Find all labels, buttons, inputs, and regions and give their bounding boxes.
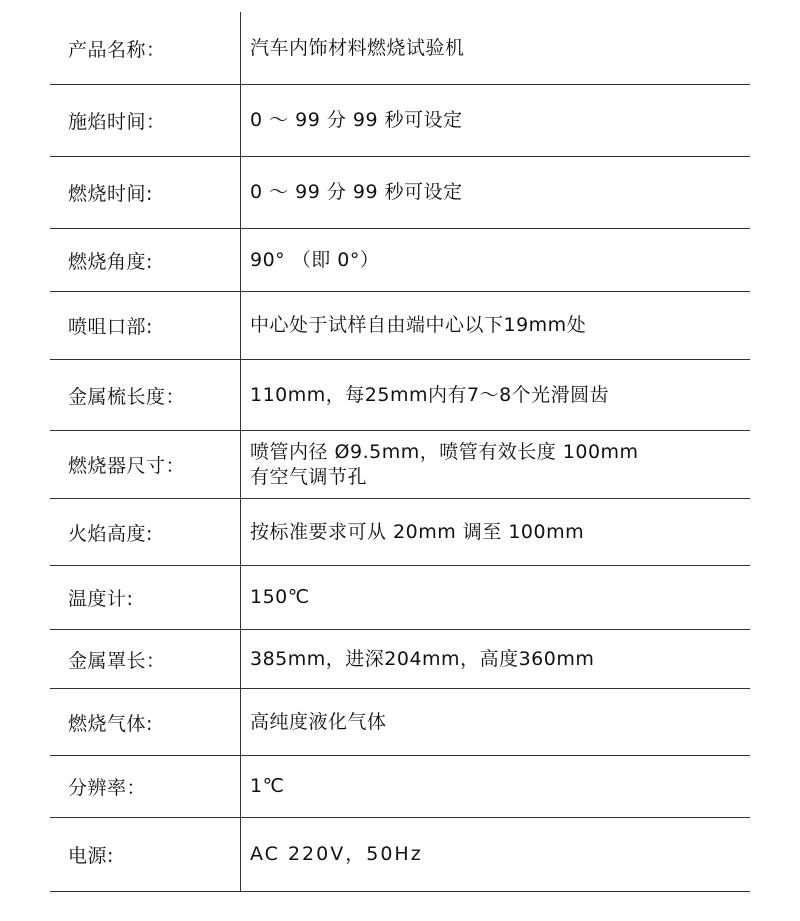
- spec-row-nozzle: [50, 292, 750, 360]
- spec-value-line: 0 ～ 99 分 99 秒可设定: [250, 181, 463, 203]
- spec-row-power: [50, 818, 750, 891]
- spec-value: [250, 292, 750, 359]
- spec-label: 燃烧角度:: [68, 250, 153, 273]
- spec-row-resolution: [50, 756, 750, 818]
- spec-value: [250, 630, 750, 688]
- spec-label: 燃烧器尺寸：: [68, 455, 186, 477]
- spec-value: [250, 431, 750, 498]
- spec-label: 燃烧时间:: [68, 183, 153, 205]
- spec-value-line: 喷管内径 Ø9.5mm，喷管有效长度 100mm: [250, 440, 639, 463]
- spec-label: 产品名称：: [68, 38, 166, 61]
- spec-row-comb-length: [50, 360, 750, 431]
- spec-value-line: 385mm，进深204mm，高度360mm: [250, 647, 595, 670]
- spec-value: [250, 566, 750, 629]
- spec-value: [250, 157, 750, 228]
- spec-value-line: 110mm，每25mm内有7～8个光滑圆齿: [250, 383, 610, 406]
- spec-row-burn-time: [50, 157, 750, 229]
- spec-row-metal-hood: [50, 630, 750, 689]
- spec-row-burner-size: [50, 431, 750, 499]
- spec-row-flame-height: [50, 499, 750, 566]
- spec-label: 施焰时间：: [68, 111, 166, 133]
- spec-value: [250, 499, 750, 565]
- spec-value: [250, 85, 750, 156]
- spec-value-line: AC 220V，50Hz: [250, 843, 423, 865]
- spec-label: 金属梳长度：: [68, 385, 186, 408]
- spec-value: [250, 689, 750, 755]
- spec-value-line: 0 ～ 99 分 99 秒可设定: [250, 109, 463, 131]
- spec-row-burn-angle: [50, 229, 750, 292]
- spec-label: 喷咀口部:: [68, 316, 153, 338]
- spec-row-product-name: [50, 12, 750, 85]
- spec-label: 燃烧气体:: [68, 712, 153, 735]
- spec-value: [250, 360, 750, 430]
- spec-table: [50, 12, 750, 892]
- spec-value-line: 汽车内饰材料燃烧试验机: [250, 36, 465, 59]
- spec-row-flame-time: [50, 85, 750, 157]
- spec-value: [250, 12, 750, 84]
- spec-value-line: 1℃: [250, 775, 285, 797]
- spec-value-line: 有空气调节孔: [250, 465, 368, 488]
- spec-label: 温度计:: [68, 588, 134, 610]
- spec-row-thermometer: [50, 566, 750, 630]
- spec-value-line: 中心处于试样自由端中心以下19mm处: [250, 314, 587, 336]
- spec-row-gas: [50, 689, 750, 756]
- spec-value-line: 90° （即 0°）: [250, 248, 380, 271]
- spec-value-line: 按标准要求可从 20mm 调至 100mm: [250, 520, 585, 543]
- spec-label: 电源:: [68, 845, 114, 867]
- spec-value: [250, 229, 750, 291]
- spec-value-line: 150℃: [250, 586, 310, 608]
- spec-label: 火焰高度:: [68, 522, 153, 545]
- spec-label: 分辨率：: [68, 777, 147, 799]
- spec-value: [250, 818, 750, 891]
- spec-value-line: 高纯度液化气体: [250, 710, 387, 733]
- spec-label: 金属罩长：: [68, 649, 166, 672]
- spec-value: [250, 756, 750, 817]
